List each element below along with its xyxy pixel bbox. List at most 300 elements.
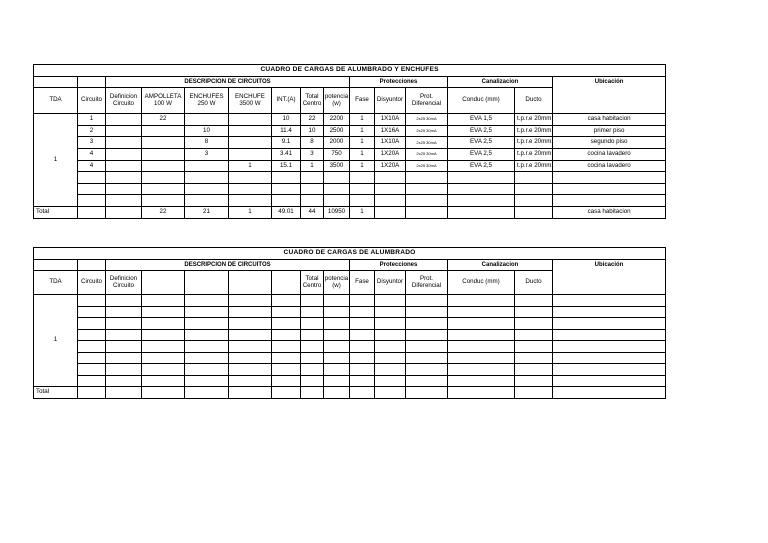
table-cell: EVA 2,5	[448, 160, 515, 172]
table-cell	[515, 375, 553, 387]
table-cell	[185, 375, 229, 387]
table-cell	[515, 318, 553, 330]
table-cell	[185, 352, 229, 364]
table-cell: 2x25 30mA	[406, 160, 448, 172]
header-tda: TDA	[34, 88, 78, 114]
table-cell	[375, 306, 406, 318]
header-disyuntor: Disyuntor	[375, 88, 406, 114]
table-cell	[106, 183, 142, 195]
table-cell	[301, 172, 324, 184]
section-channeling: Canalizacion	[448, 76, 553, 88]
table-cell	[106, 160, 142, 172]
table-cell	[106, 306, 142, 318]
total-cell	[229, 387, 272, 399]
header-total-centro: Total Centro	[301, 88, 324, 114]
table-cell	[272, 295, 301, 307]
table-cell: 10	[185, 125, 229, 137]
table-cell	[324, 195, 350, 207]
header-definicion: Definicion Circuito	[106, 271, 142, 295]
table-cell	[185, 329, 229, 341]
table-cell	[78, 306, 106, 318]
table-cell: t.p.r.e 20mm	[515, 137, 553, 149]
table-cell	[375, 295, 406, 307]
table-cell	[106, 318, 142, 330]
table-cell: 1X20A	[375, 148, 406, 160]
table-cell	[229, 183, 272, 195]
total-cell	[272, 387, 301, 399]
table-cell	[553, 375, 666, 387]
table-cell	[142, 172, 185, 184]
table-cell	[106, 341, 142, 353]
table-cell	[185, 183, 229, 195]
table-cell: 1	[350, 148, 375, 160]
header-tda: TDA	[34, 271, 78, 295]
table-cell: 4	[78, 160, 106, 172]
table-cell: 750	[324, 148, 350, 160]
table-row	[34, 114, 666, 126]
table-cell	[406, 364, 448, 376]
table-cell: 3	[301, 148, 324, 160]
table-cell	[301, 341, 324, 353]
table-cell	[350, 183, 375, 195]
table-cell	[324, 172, 350, 184]
table-cell: EVA 2,5	[448, 148, 515, 160]
table-title: CUADRO DE CARGAS DE ALUMBRADO Y ENCHUFES	[34, 65, 666, 77]
header-conduc: Conduc (mm)	[448, 271, 515, 295]
table-cell	[324, 364, 350, 376]
total-cell: casa habitacion	[553, 206, 666, 218]
table-cell	[229, 306, 272, 318]
table-cell	[448, 306, 515, 318]
table-cell	[142, 160, 185, 172]
table-cell	[106, 195, 142, 207]
load-table-lighting-outlets	[33, 64, 666, 219]
table-cell: 10	[272, 114, 301, 126]
table-cell	[272, 306, 301, 318]
table-cell	[229, 195, 272, 207]
table-cell	[229, 172, 272, 184]
table-cell	[406, 318, 448, 330]
table-row	[34, 172, 666, 184]
table-cell	[142, 125, 185, 137]
table-cell	[515, 172, 553, 184]
table-cell	[350, 295, 375, 307]
table-cell	[229, 114, 272, 126]
table-cell: 1	[350, 114, 375, 126]
table-cell	[324, 295, 350, 307]
table-cell: 2200	[324, 114, 350, 126]
table-cell	[229, 318, 272, 330]
table-row	[34, 352, 666, 364]
table-cell: 1	[229, 160, 272, 172]
table-cell: 1	[78, 114, 106, 126]
table-cell	[106, 114, 142, 126]
header-blank	[185, 271, 229, 295]
table-cell	[142, 364, 185, 376]
table-cell	[553, 183, 666, 195]
total-cell	[324, 387, 350, 399]
table-cell: 10	[301, 125, 324, 137]
table-cell	[375, 364, 406, 376]
table-cell	[448, 318, 515, 330]
table-cell	[142, 306, 185, 318]
table-cell: 1	[350, 137, 375, 149]
table-cell	[324, 341, 350, 353]
table-cell	[301, 329, 324, 341]
table-cell	[185, 341, 229, 353]
table-cell	[272, 352, 301, 364]
table-cell	[272, 364, 301, 376]
total-cell	[375, 387, 406, 399]
table-cell	[229, 341, 272, 353]
table-cell	[78, 341, 106, 353]
table-cell: 15.1	[272, 160, 301, 172]
table-cell	[448, 183, 515, 195]
table-cell: 2	[78, 125, 106, 137]
table-cell	[515, 306, 553, 318]
header-blank	[229, 271, 272, 295]
table-cell	[142, 352, 185, 364]
table-cell	[185, 114, 229, 126]
table-cell	[229, 137, 272, 149]
total-cell: 10950	[324, 206, 350, 218]
table-cell	[350, 318, 375, 330]
table-cell: t.p.r.e 20mm	[515, 148, 553, 160]
header-total-centro: Total Centro	[301, 271, 324, 295]
table-cell	[553, 329, 666, 341]
table-cell	[350, 306, 375, 318]
total-cell	[350, 387, 375, 399]
header-potencia: potencia (w)	[324, 271, 350, 295]
table-cell	[229, 375, 272, 387]
table-cell: segundo piso	[553, 137, 666, 149]
table-cell	[553, 306, 666, 318]
header-fase: Fase	[350, 271, 375, 295]
table-cell	[78, 352, 106, 364]
header-prot-diferencial: Prot. Diferencial	[406, 88, 448, 114]
header-enchufe: ENCHUFE 3500 W	[229, 88, 272, 114]
table-cell	[553, 341, 666, 353]
total-cell	[106, 206, 142, 218]
total-cell: 44	[301, 206, 324, 218]
table-cell	[272, 183, 301, 195]
table-cell	[185, 160, 229, 172]
header-ducto: Ducto	[515, 88, 553, 114]
table-cell: 3	[78, 137, 106, 149]
table-cell: 3.41	[272, 148, 301, 160]
table-cell: EVA 2,5	[448, 125, 515, 137]
total-cell	[406, 387, 448, 399]
table-row	[34, 137, 666, 149]
header-blank	[142, 271, 185, 295]
table-cell	[106, 148, 142, 160]
table-cell: 2000	[324, 137, 350, 149]
total-cell	[301, 387, 324, 399]
table-cell: 2x25 30mA	[406, 148, 448, 160]
table-cell	[448, 364, 515, 376]
table-cell	[406, 329, 448, 341]
table-cell	[78, 172, 106, 184]
table-cell	[106, 329, 142, 341]
table-cell	[142, 137, 185, 149]
table-cell: t.p.r.e 20mm	[515, 125, 553, 137]
table-cell	[350, 172, 375, 184]
table-cell	[515, 183, 553, 195]
table-cell	[406, 375, 448, 387]
table-cell	[448, 375, 515, 387]
table-cell	[106, 137, 142, 149]
table-cell	[553, 295, 666, 307]
total-cell	[78, 387, 106, 399]
table-cell	[375, 318, 406, 330]
table-cell	[142, 183, 185, 195]
table-cell	[350, 364, 375, 376]
header-circuito: Circuito	[78, 271, 106, 295]
table-cell: 3500	[324, 160, 350, 172]
tda-cell: 1	[34, 114, 78, 207]
total-cell: 49.01	[272, 206, 301, 218]
table-cell: 2x25 30mA	[406, 114, 448, 126]
table-cell	[375, 329, 406, 341]
table-cell	[448, 341, 515, 353]
table-cell: 11.4	[272, 125, 301, 137]
table-cell	[272, 172, 301, 184]
table-cell	[185, 318, 229, 330]
table-cell	[375, 183, 406, 195]
table-row	[34, 295, 666, 307]
table-cell	[324, 352, 350, 364]
table-cell	[106, 125, 142, 137]
table-cell	[515, 341, 553, 353]
table-cell	[106, 352, 142, 364]
total-cell	[185, 387, 229, 399]
table-cell	[350, 341, 375, 353]
table-cell: casa habitacion	[553, 114, 666, 126]
table-cell	[406, 195, 448, 207]
table-cell	[553, 172, 666, 184]
table-cell: 8	[185, 137, 229, 149]
table-cell	[515, 195, 553, 207]
table-row	[34, 375, 666, 387]
table-cell	[78, 295, 106, 307]
table-cell	[229, 329, 272, 341]
table-cell: t.p.r.e 20mm	[515, 114, 553, 126]
header-enchufes: ENCHUFES 250 W	[185, 88, 229, 114]
table-cell: t.p.r.e 20mm	[515, 160, 553, 172]
table-cell	[272, 318, 301, 330]
table-cell: 2x25 30mA	[406, 125, 448, 137]
total-label: Total	[34, 206, 78, 218]
header-ubicacion: Ubicación	[553, 259, 666, 295]
total-cell: 1	[229, 206, 272, 218]
table-cell	[142, 375, 185, 387]
table-cell	[553, 195, 666, 207]
total-label: Total	[34, 387, 78, 399]
header-int: INT.(A)	[272, 88, 301, 114]
total-cell	[375, 206, 406, 218]
table-cell	[375, 375, 406, 387]
total-cell	[406, 206, 448, 218]
table-cell	[515, 364, 553, 376]
table-cell	[142, 318, 185, 330]
table-cell	[185, 306, 229, 318]
table-row	[34, 329, 666, 341]
table-cell	[229, 352, 272, 364]
table-cell	[324, 329, 350, 341]
table-cell	[142, 295, 185, 307]
table-row	[34, 306, 666, 318]
table-cell	[406, 352, 448, 364]
table-cell	[301, 352, 324, 364]
table-cell	[142, 195, 185, 207]
table-cell	[142, 148, 185, 160]
table-cell	[142, 341, 185, 353]
header-prot-diferencial: Prot. Diferencial	[406, 271, 448, 295]
table-cell	[375, 172, 406, 184]
table-row	[34, 183, 666, 195]
table-cell	[406, 306, 448, 318]
total-cell: 1	[350, 206, 375, 218]
table-cell	[448, 295, 515, 307]
header-circuito: Circuito	[78, 88, 106, 114]
table-cell	[185, 195, 229, 207]
table-cell: 22	[301, 114, 324, 126]
table-cell	[301, 375, 324, 387]
table-cell	[185, 364, 229, 376]
table-cell: primer piso	[553, 125, 666, 137]
table-cell	[78, 329, 106, 341]
table-cell	[375, 352, 406, 364]
table-cell	[185, 295, 229, 307]
table-cell	[515, 352, 553, 364]
table-cell: cocina lavadero	[553, 160, 666, 172]
table-cell	[229, 295, 272, 307]
table-cell	[515, 295, 553, 307]
section-protections: Protecciones	[350, 76, 448, 88]
table-cell: 1X16A	[375, 125, 406, 137]
header-conduc: Conduc (mm)	[448, 88, 515, 114]
header-ampolleta: AMPOLLETA 100 W	[142, 88, 185, 114]
table-cell: 2x25 30mA	[406, 137, 448, 149]
table-cell: 8	[301, 137, 324, 149]
table-cell: 9.1	[272, 137, 301, 149]
table-row	[34, 318, 666, 330]
total-cell	[448, 206, 515, 218]
table-cell	[350, 375, 375, 387]
header-ubicacion: Ubicación	[553, 76, 666, 114]
table-cell	[324, 183, 350, 195]
table-cell	[553, 352, 666, 364]
table-cell	[78, 318, 106, 330]
load-table-lighting	[33, 247, 666, 399]
table-cell	[406, 172, 448, 184]
table-row	[34, 125, 666, 137]
table-cell	[272, 375, 301, 387]
table-cell: 3	[185, 148, 229, 160]
table-cell: 1X10A	[375, 137, 406, 149]
header-fase: Fase	[350, 88, 375, 114]
table-cell: 1	[350, 125, 375, 137]
table-cell	[229, 148, 272, 160]
table-row	[34, 148, 666, 160]
table-row	[34, 195, 666, 207]
total-cell	[515, 387, 553, 399]
table-cell	[272, 329, 301, 341]
section-protections: Protecciones	[350, 259, 448, 271]
table-cell	[301, 364, 324, 376]
total-cell	[553, 387, 666, 399]
table-cell	[324, 318, 350, 330]
table-cell	[324, 306, 350, 318]
header-blank	[272, 271, 301, 295]
table-cell	[350, 329, 375, 341]
table-cell: 1	[350, 160, 375, 172]
table-cell	[106, 364, 142, 376]
table-cell	[553, 364, 666, 376]
table-cell	[448, 329, 515, 341]
table-cell: 1X20A	[375, 160, 406, 172]
table-cell	[448, 352, 515, 364]
table-cell	[350, 195, 375, 207]
table-cell	[106, 295, 142, 307]
table-cell	[350, 352, 375, 364]
table-title: CUADRO DE CARGAS DE ALUMBRADO	[34, 248, 666, 260]
table-cell: 4	[78, 148, 106, 160]
table-cell	[78, 195, 106, 207]
table-cell	[78, 364, 106, 376]
total-cell: 21	[185, 206, 229, 218]
total-cell	[448, 387, 515, 399]
table-cell	[301, 306, 324, 318]
total-cell	[78, 206, 106, 218]
table-cell: EVA 1,5	[448, 114, 515, 126]
table-cell	[106, 375, 142, 387]
header-ducto: Ducto	[515, 271, 553, 295]
total-cell	[106, 387, 142, 399]
section-channeling: Canalizacion	[448, 259, 553, 271]
table-cell	[272, 195, 301, 207]
table-cell	[229, 364, 272, 376]
table-cell: 2500	[324, 125, 350, 137]
table-cell	[324, 375, 350, 387]
table-cell	[142, 329, 185, 341]
header-potencia: potencia (w)	[324, 88, 350, 114]
table-cell	[301, 183, 324, 195]
table-cell	[448, 195, 515, 207]
table-row	[34, 341, 666, 353]
table-cell	[375, 195, 406, 207]
table-row	[34, 160, 666, 172]
table-cell	[272, 341, 301, 353]
table-cell	[301, 195, 324, 207]
table-cell	[375, 341, 406, 353]
total-cell: 22	[142, 206, 185, 218]
table-cell	[185, 172, 229, 184]
table-cell: 1X10A	[375, 114, 406, 126]
table-row	[34, 364, 666, 376]
total-row	[34, 206, 666, 218]
total-cell	[142, 387, 185, 399]
header-disyuntor: Disyuntor	[375, 271, 406, 295]
table-cell	[301, 318, 324, 330]
table-cell: 22	[142, 114, 185, 126]
section-circuits: DESCRIPCION DE CIRCUITOS	[106, 76, 350, 88]
total-cell	[515, 206, 553, 218]
table-cell	[78, 375, 106, 387]
tda-cell: 1	[34, 295, 78, 387]
section-circuits: DESCRIPCION DE CIRCUITOS	[106, 259, 350, 271]
table-cell	[406, 341, 448, 353]
